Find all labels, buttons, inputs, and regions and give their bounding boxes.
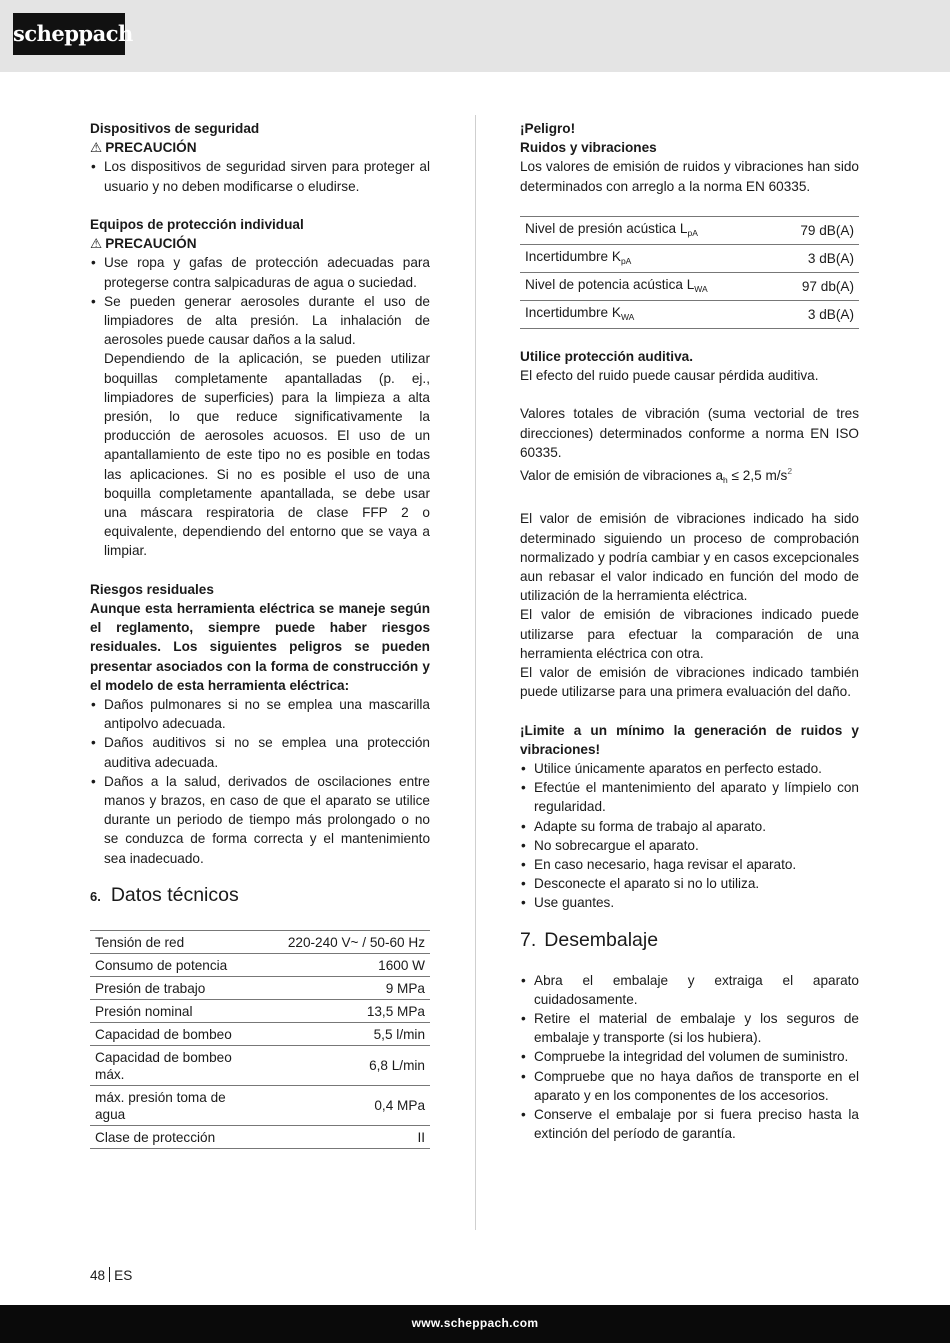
danger-label: ¡Peligro!	[520, 121, 576, 136]
residual-risks-list	[90, 695, 430, 868]
list-item: • Desconecte el aparato si no lo utiliza.	[520, 874, 859, 893]
table-row	[90, 953, 430, 976]
right-column	[520, 119, 859, 1143]
table-row	[520, 272, 859, 300]
residual-risks-intro: Aunque esta herramienta eléctrica se maneje según el reglamento, siempre puede haber riesgos residuales. Los siguientes peligros se pueden presentar asociados con la forma de construcción y el modelo de esta herramienta eléctrica:	[90, 601, 430, 693]
vibration-text: Valores totales de vibración (suma vectorial de tres direcciones) determinados conforme a norma EN ISO 60335.	[520, 406, 859, 460]
table-row	[90, 930, 430, 953]
spec-label: Tensión de red	[90, 930, 260, 953]
section-title: Desembalaje	[544, 928, 659, 951]
hearing-protection-title: Utilice protección auditiva.	[520, 348, 693, 364]
section-number: 7.	[520, 928, 537, 951]
noise-label: Incertidumbre $K_{pA}$	[520, 244, 775, 272]
unpacking-list	[520, 971, 859, 1144]
table-row	[90, 1125, 430, 1148]
list-item: • Daños auditivos si no se emplea una protección auditiva adecuada.	[90, 733, 430, 771]
list-item: • No sobrecargue el aparato.	[520, 836, 859, 855]
spec-label: Consumo de potencia	[90, 953, 260, 976]
warning-triangle-icon: ⚠	[90, 140, 103, 156]
scheppach-logo: scheppach	[13, 13, 125, 55]
list-item: • Adapte su forma de trabajo al aparato.	[520, 817, 859, 836]
spec-label: Presión de trabajo	[90, 976, 260, 999]
limit-noise-title: ¡Limite a un mínimo la generación de ruidos y vibraciones!	[520, 722, 859, 757]
column-divider	[475, 115, 476, 1230]
list-item: • Conserve el embalaje por si fuera preciso hasta la extinción del período de garantía.	[520, 1105, 859, 1143]
noise-value: 79 dB(A)	[775, 216, 859, 244]
noise-value: 3 dB(A)	[775, 300, 859, 328]
list-item: • Abra el embalaje y extraiga el aparato cuidadosamente.	[520, 971, 859, 1009]
residual-risks-title: Riesgos residuales	[90, 581, 214, 597]
limit-noise-list	[520, 759, 859, 913]
list-item: • Retire el material de embalaje y los seguros de embalaje y transporte (si los hubiera).	[520, 1009, 859, 1047]
tech-data-heading	[90, 882, 430, 910]
left-column	[90, 119, 430, 1149]
safety-devices-title: Dispositivos de seguridad	[90, 121, 260, 136]
noise-intro: Los valores de emisión de ruidos y vibraciones han sido determinados con arreglo a la norma EN 60335.	[520, 159, 859, 194]
table-row	[520, 300, 859, 328]
ppe-title: Equipos de protección individual	[90, 217, 304, 232]
table-row	[90, 976, 430, 999]
section-number: 6.	[90, 888, 101, 904]
spec-value: 220-240 V~ / 50-60 Hz	[260, 930, 430, 953]
ppe-list	[90, 253, 430, 560]
separator	[109, 1267, 110, 1282]
list-item: • Use ropa y gafas de protección adecuadas para protegerse contra salpicaduras de agua o suciedad.	[90, 253, 430, 291]
spec-label: Presión nominal	[90, 999, 260, 1022]
spec-value: II	[260, 1125, 430, 1148]
vibration-value: Valor de emisión de vibraciones $a_h \le 2,5$ $m/s^2$	[520, 466, 793, 486]
noise-value: 97 db(A)	[775, 272, 859, 300]
vibration-paragraph: El valor de emisión de vibraciones indicado ha sido determinado siguiendo un proceso de comprobación normalizado y podría cambiar y en casos excepcionales aun rebasar el valor indicado en función del modo de utilización de la herramienta eléctrica.	[520, 511, 859, 604]
warning-triangle-icon: ⚠	[90, 236, 103, 252]
page-header	[0, 0, 950, 72]
section-title: Datos técnicos	[110, 883, 239, 906]
spec-value: 1600 W	[260, 953, 430, 976]
list-item: • Compruebe la integridad del volumen de suministro.	[520, 1047, 859, 1066]
noise-label: Incertidumbre $K_{WA}$	[520, 300, 775, 328]
table-row	[520, 216, 859, 244]
list-item: • Los dispositivos de seguridad sirven para proteger al usuario y no deben modificarse o eludirse.	[90, 157, 430, 195]
noise-title: Ruidos y vibraciones	[520, 140, 657, 156]
spec-label: Clase de protección	[90, 1125, 260, 1148]
noise-label: Nivel de potencia acústica $L_{WA}$	[520, 272, 775, 300]
list-item: • Compruebe que no haya daños de transporte en el aparato y en los componentes de los accesorios.	[520, 1067, 859, 1105]
table-row	[520, 244, 859, 272]
ppe-warning: ⚠ PRECAUCIÓN	[90, 234, 430, 253]
hearing-protection-text: El efecto del ruido puede causar pérdida auditiva.	[520, 368, 819, 384]
list-item: • Daños a la salud, derivados de oscilaciones entre manos y brazos, en caso de que el aparato se utilice durante un periodo de tiempo más prolongado o no se conduzca de forma correcta y el mantenimiento sea inadecuado.	[90, 772, 430, 868]
noise-label: Nivel de presión acústica $L_{pA}$	[520, 216, 775, 244]
vibration-paragraph: El valor de emisión de vibraciones indicado puede utilizarse para efectuar la comparación de una herramienta eléctrica con otra.	[520, 607, 859, 661]
table-row	[90, 1022, 430, 1045]
spec-value: 0,4 MPa	[260, 1085, 430, 1125]
safety-warning: ⚠ PRECAUCIÓN	[90, 138, 430, 157]
list-item: • Use guantes.	[520, 893, 859, 912]
list-item-continuation: Dependiendo de la aplicación, se pueden utilizar boquillas completamente apantalladas (p. ej., limpiadores de superficies) para la limpieza a alta presión, lo que reduce significativamente la producción de aerosoles acuosos. El uso de un apantallamiento de este tipo no es posible en todas las aplicaciones. Si no es posible el uso de una boquilla completamente apantallada, se debe usar una máscara respiratoria de clase FFP 2 o equivalente, dependiendo del entorno que se vaya a limpiar.	[104, 351, 430, 559]
spec-label: máx. presión toma de agua	[90, 1085, 260, 1125]
spec-value: 9 MPa	[260, 976, 430, 999]
list-item: • Efectúe el mantenimiento del aparato y límpielo con regularidad.	[520, 778, 859, 816]
spec-value: 6,8 L/min	[260, 1045, 430, 1085]
spec-label: Capacidad de bombeo	[90, 1022, 260, 1045]
table-row	[90, 1045, 430, 1085]
footer-bar	[0, 1305, 950, 1343]
spec-label: Capacidad de bombeo máx.	[90, 1045, 260, 1085]
list-item: • Daños pulmonares si no se emplea una mascarilla antipolvo adecuada.	[90, 695, 430, 733]
list-item: • Se pueden generar aerosoles durante el uso de limpiadores de alta presión. La inhalación de aerosoles puede causar daños a la salud.	[90, 292, 430, 350]
table-row	[90, 999, 430, 1022]
list-item: • En caso necesario, haga revisar el aparato.	[520, 855, 859, 874]
spec-value: 5,5 l/min	[260, 1022, 430, 1045]
safety-list	[90, 157, 430, 195]
noise-value: 3 dB(A)	[775, 244, 859, 272]
spec-value: 13,5 MPa	[260, 999, 430, 1022]
table-row	[90, 1085, 430, 1125]
noise-table	[520, 216, 859, 329]
unpacking-heading	[520, 927, 859, 953]
page-number: 48 ES	[90, 1268, 133, 1283]
website-link[interactable]: www.scheppach.com	[411, 1316, 539, 1330]
vibration-paragraph: El valor de emisión de vibraciones indicado también puede utilizarse para una primera evaluación del daño.	[520, 665, 859, 700]
tech-data-table	[90, 930, 430, 1149]
list-item: • Utilice únicamente aparatos en perfecto estado.	[520, 759, 859, 778]
